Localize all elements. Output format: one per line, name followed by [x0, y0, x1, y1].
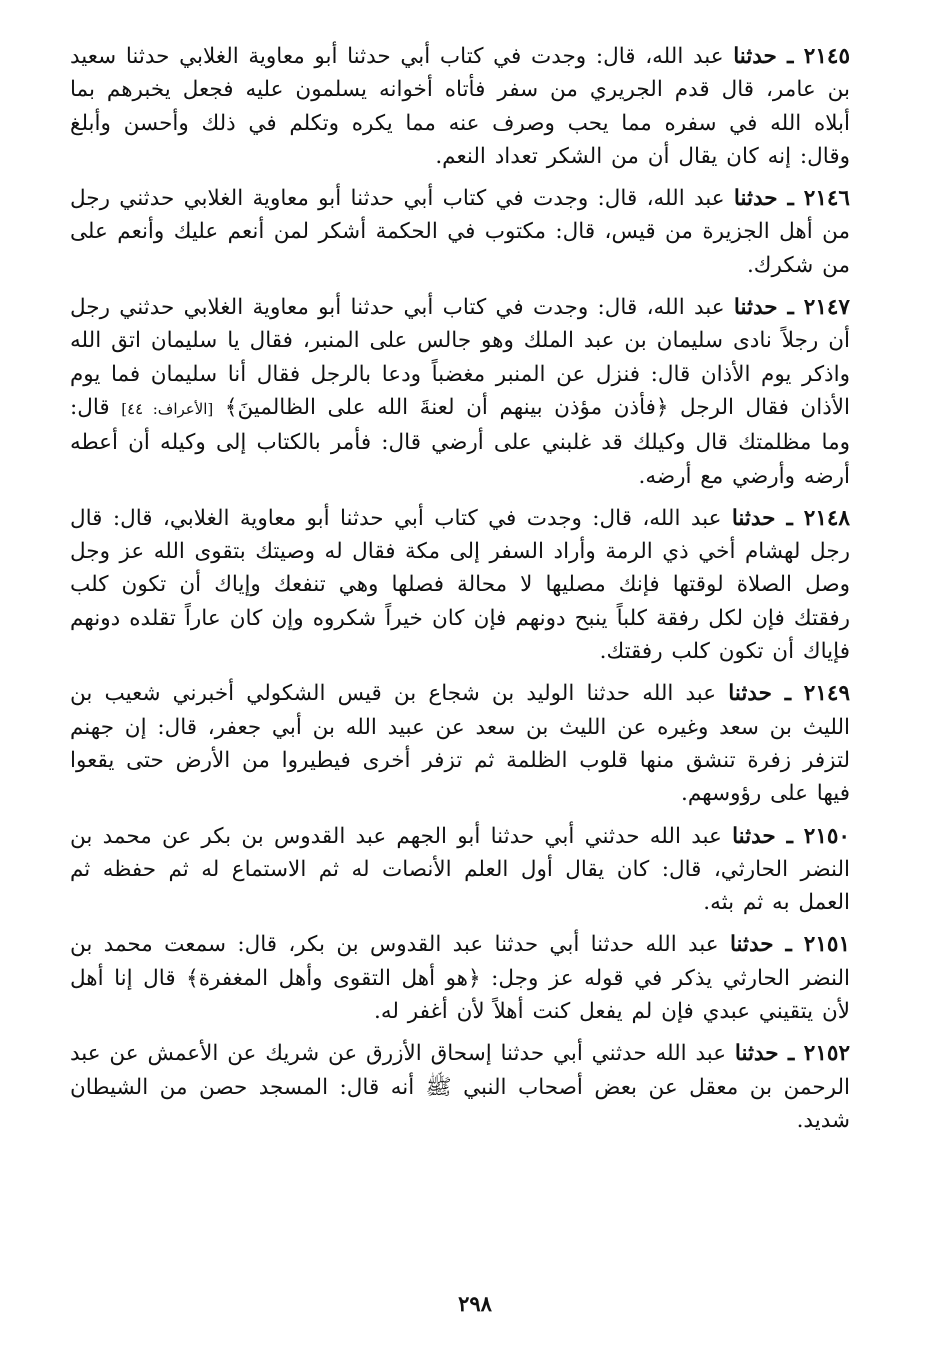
hadith-text: عبد الله حدثني أبي حدثنا إسحاق الأزرق عن شريك عن الأعمش عن عبد الرحمن بن معقل عن بعض أصحاب النبي ﷺ أنه قال: المسجد حصن من الشيطان شديد. [69, 1041, 850, 1133]
hadith-dash: ـ [775, 505, 804, 531]
hadith-2145 [70, 40, 850, 173]
hadith-dash: ـ [775, 823, 804, 849]
hadith-dash: ـ [778, 1041, 804, 1067]
hadith-keyword: حدثنا [731, 505, 776, 531]
hadith-keyword: حدثنا [734, 1041, 779, 1067]
hadith-2149 [70, 677, 850, 810]
hadith-number: ٢١٤٨ [803, 505, 850, 531]
hadith-keyword: حدثنا [733, 186, 778, 212]
hadith-2146 [70, 182, 850, 282]
page-body [70, 40, 850, 1146]
hadith-dash: ـ [777, 186, 804, 212]
hadith-text: عبد الله حدثنا أبي حدثنا عبد القدوس بن بكر، قال: سمعت محمد بن النضر الحارثي يذكر في قوله عز وجل: ﴿هو أهل التقوى وأهل المغفرة﴾ قال إنا أهل لأن يتقيني عبدي فإن لم يفعل كنت أهلاً لأن أغفر له. [70, 932, 850, 1025]
hadith-text: عبد الله حدثني أبي حدثنا أبو الجهم عبد القدوس بن بكر عن محمد بن النضر الحارثي، قال: كان يقال أول العلم الأنصات له ثم الاستماع له ثم حفظه ثم العمل به ثم بثه. [70, 823, 850, 916]
hadith-text: عبد الله، قال: وجدت في كتاب أبي حدثنا أبو معاوية الغلابي حدثنا سعيد بن عامر، قال قدم الجريري من سفر فأتاه أخوانه يسلمون عليه فجعل يخبرهم بما أبلاه الله في سفره مما يحب وصرف عنه مما يكره وتكلم في ذلك وأحسن وأبلغ وقال: إنه كان يقال أن من الشكر تعداد النعم. [70, 44, 850, 169]
hadith-number: ٢١٤٦ [803, 186, 850, 212]
page-number: ٢٩٨ [458, 1291, 492, 1316]
hadith-text-continued: قال: وما مظلمتك قال وكيلك قد غلبني على أرضي قال: فأمر بالكتاب إلى وكيله أن أعطه أرضه وأرضي مع أرضه. [70, 394, 850, 489]
hadith-keyword: حدثنا [733, 295, 778, 321]
hadith-text: عبد الله، قال: وجدت في كتاب أبي حدثنا أبو معاوية الغلابي حدثني رجل أن رجلاً نادى سليمان بن عبد الملك وهو جالس على المنبر، فقال يا سليمان اتق الله واذكر يوم الأذان قال: فنزل عن المنبر مغضباً ودعا بالرجل فقال أنا سليمان فما يوم الأذان فقال الرجل ﴿فأذن مؤذن بينهم أن لعنةَ الله على الظالمينَ﴾ [70, 295, 851, 420]
hadith-text: عبد الله حدثنا الوليد بن شجاع بن قيس الشكولي أخبرني شعيب بن الليث بن سعد وغيره عن الليث بن سعد عن عبيد الله بن أبي جعفر، قال: إن جهنم لتزفر زفرة تنشق منها قلوب الظلمة ثم تزفر أخرى فيطيروا من الأرض حتى يقعوا فيها على رؤوسهم. [70, 681, 851, 807]
hadith-2151 [70, 928, 850, 1028]
quran-reference: [الأعراف: ٤٤] [121, 399, 214, 418]
hadith-2150 [70, 820, 850, 920]
hadith-dash: ـ [777, 295, 804, 321]
hadith-keyword: حدثنا [728, 681, 772, 707]
hadith-dash: ـ [773, 932, 804, 958]
hadith-number: ٢١٥٢ [803, 1041, 850, 1067]
hadith-2152 [70, 1037, 850, 1137]
hadith-text: عبد الله، قال: وجدت في كتاب أبي حدثنا أبو معاوية الغلابي، قال: قال رجل لهشام أخي ذي الرمة وأراد السفر إلى مكة فقال له وصيتك بتقوى الله عز وجل وصل الصلاة لوقتها فإنك مصليها لا محالة فصلها وهي تنفعك وإياك أن تكون كلب رفقتك فإن لكل رفقة كلباً ينبح دونهم فإن كان خيراً شكروه وإن كان عاراً تقلده دونهم فإياك أن تكون كلب رفقتك. [70, 505, 850, 665]
hadith-number: ٢١٤٥ [803, 44, 850, 69]
hadith-number: ٢١٥١ [803, 932, 850, 958]
hadith-number: ٢١٤٧ [803, 295, 850, 321]
hadith-keyword: حدثنا [729, 932, 774, 958]
hadith-keyword: حدثنا [732, 823, 776, 849]
hadith-dash: ـ [776, 44, 804, 69]
hadith-2148 [70, 502, 850, 668]
hadith-text: عبد الله، قال: وجدت في كتاب أبي حدثنا أبو معاوية الغلابي حدثني رجل من أهل الجزيرة من قيس، قال: مكتوب في الحكمة أشكر لمن أنعم عليك وأنعم على من شكرك. [70, 186, 850, 278]
hadith-number: ٢١٥٠ [803, 823, 850, 849]
hadith-keyword: حدثنا [733, 44, 777, 69]
hadith-dash: ـ [771, 681, 804, 707]
hadith-number: ٢١٤٩ [803, 681, 850, 707]
hadith-2147 [70, 291, 850, 493]
